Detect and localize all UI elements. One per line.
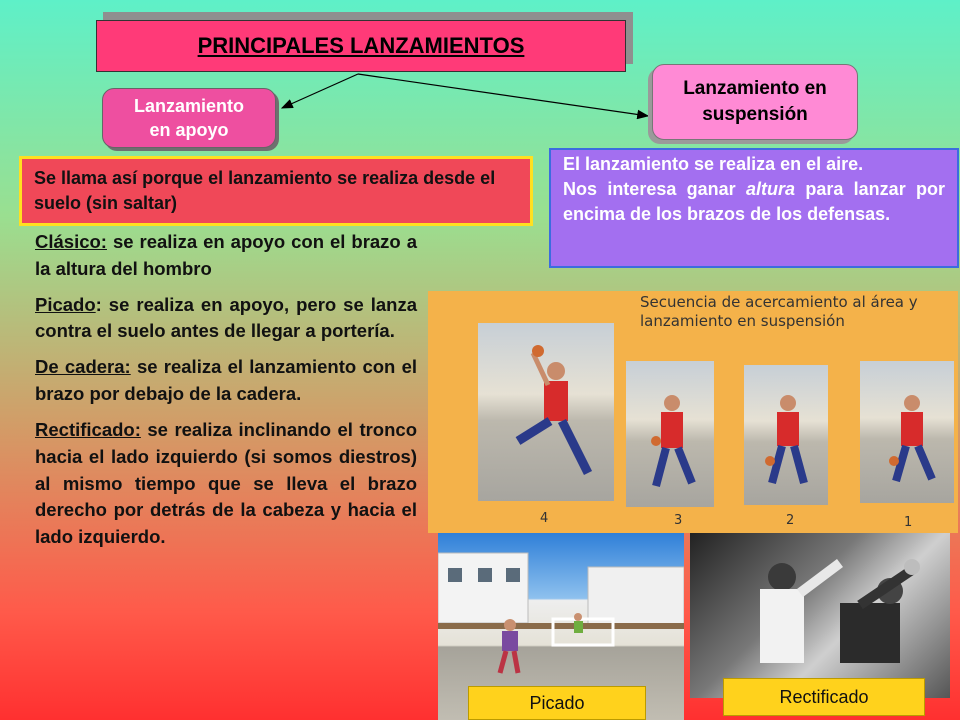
suspension-emphasis: altura	[746, 179, 796, 200]
sequence-caption: Secuencia de acercamiento al área y lanzamiento en suspensión	[640, 293, 918, 330]
apoyo-description: Se llama así porque el lanzamiento se realiza desde el suelo (sin saltar)	[19, 156, 533, 226]
suspension-line2	[563, 177, 945, 227]
type-cadera	[35, 354, 417, 408]
label-suspension-text: Lanzamiento en suspensión	[683, 78, 827, 125]
sequence-number-4: 4	[540, 511, 549, 526]
term: Clásico:	[35, 231, 107, 252]
suspension-after: para lanzar por encima de los brazos de los defensas.	[563, 179, 946, 225]
label-apoyo	[102, 88, 276, 148]
type-rectificado	[35, 417, 417, 551]
sequence-number-3: 3	[674, 513, 683, 528]
definition: : se realiza en apoyo, pero se lanza contra el suelo antes de llegar a portería.	[35, 293, 417, 342]
rectificado-scene	[690, 533, 950, 698]
sequence-frame-3	[626, 361, 714, 507]
caption-picado: Picado	[468, 686, 646, 720]
suspension-description	[549, 148, 959, 268]
term: Picado	[35, 293, 96, 315]
player-approach-figure	[860, 361, 954, 503]
sequence-frame-2	[744, 365, 828, 505]
term: De cadera:	[35, 356, 131, 378]
slide-title-text: PRINCIPALES LANZAMIENTOS	[197, 33, 525, 58]
suspension-line1: El lanzamiento se realiza en el aire.	[563, 154, 864, 174]
arrow-to-apoyo	[282, 74, 358, 108]
rectificado-photo	[690, 533, 950, 698]
label-suspension	[652, 64, 858, 140]
sequence-frame-1	[860, 361, 954, 503]
player-jump-figure	[478, 323, 614, 501]
definition: se realiza inclinando el tronco hacia el lado izquierdo (si somos diestros) al mismo tiempo que se lleva el brazo derecho por detrás de la cabeza y hacia el lado izquierdo.	[35, 418, 417, 548]
term: Rectificado:	[35, 418, 141, 440]
label-apoyo-text: Lanzamiento en apoyo	[133, 95, 244, 140]
sequence-frame-4	[478, 323, 614, 501]
sequence-number-1: 1	[904, 515, 913, 530]
player-dribble-figure	[744, 365, 828, 505]
arrow-to-suspension	[358, 74, 648, 116]
type-clasico	[35, 229, 417, 283]
sequence-number-2: 2	[786, 513, 795, 528]
definition: se realiza en apoyo con el brazo a la altura del hombro	[35, 231, 417, 279]
suspension-before: Nos interesa ganar	[563, 179, 746, 200]
definition: se realiza el lanzamiento con el brazo por debajo de la cadera.	[35, 356, 418, 405]
player-run-figure	[626, 361, 714, 507]
throw-types	[35, 229, 417, 560]
caption-rectificado: Rectificado	[723, 678, 925, 716]
sequence-image	[428, 291, 958, 533]
type-picado	[35, 292, 417, 346]
